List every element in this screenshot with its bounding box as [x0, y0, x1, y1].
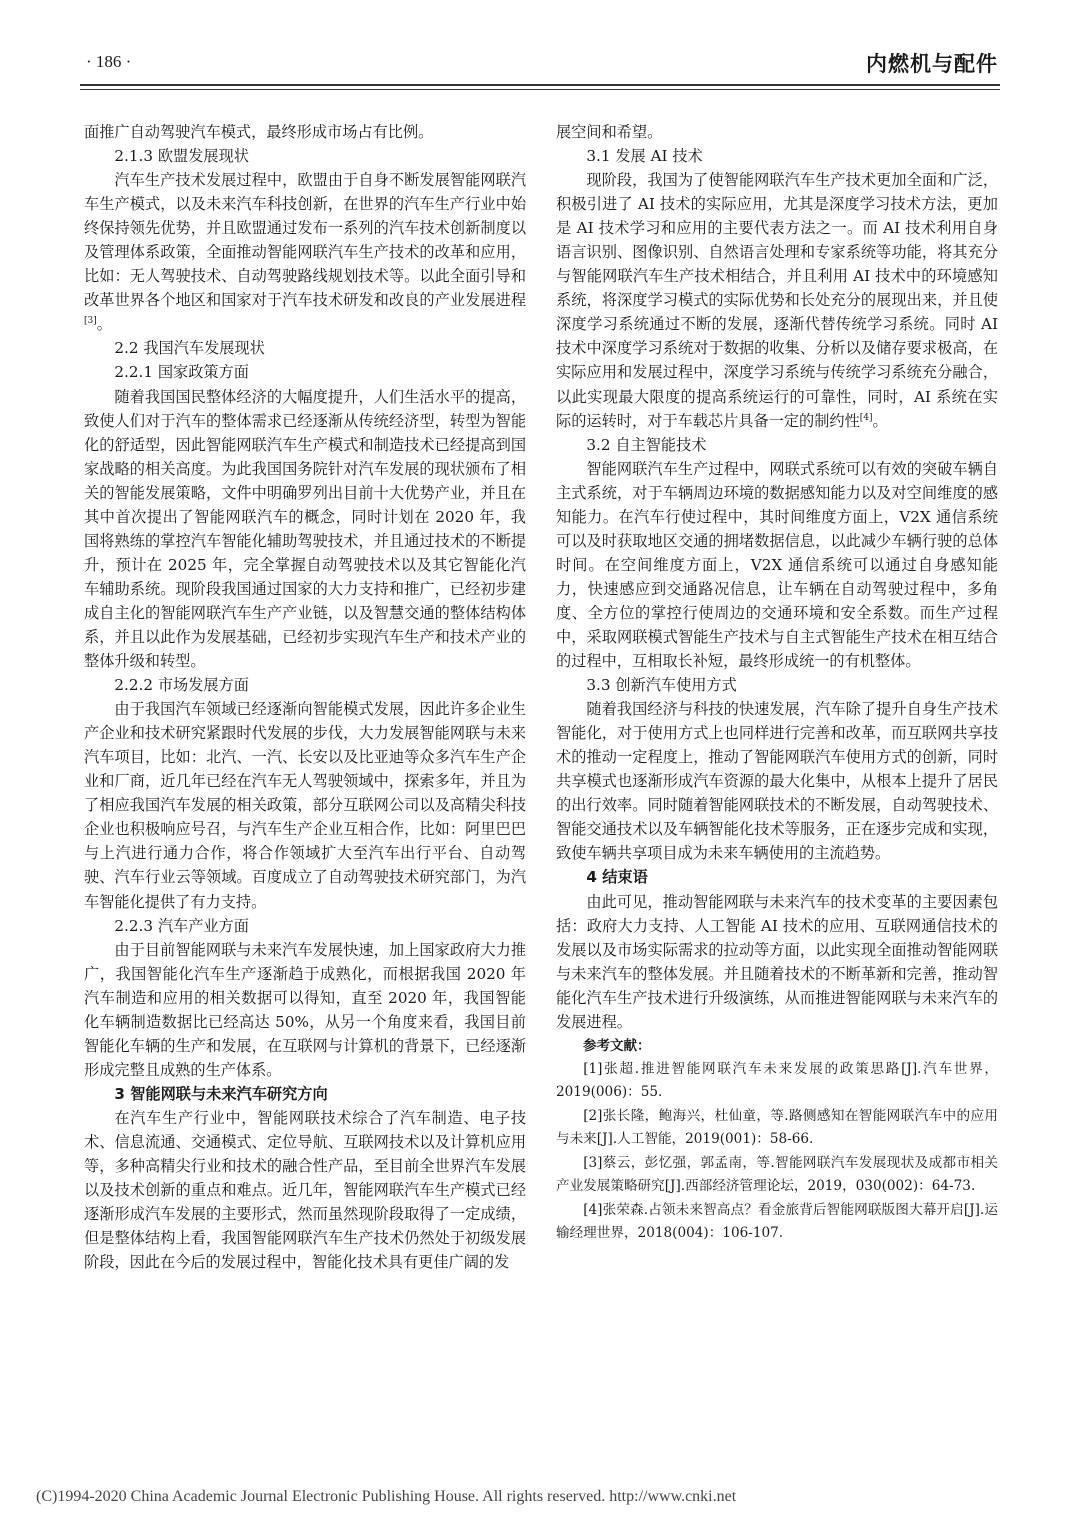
journal-name: 内燃机与配件	[866, 52, 998, 76]
paragraph: 智能网联汽车生产过程中，网联式系统可以有效的突破车辆自主式系统，对于车辆周边环境的数据感知能力以及对空间维度的感知能力。在汽车行使过程中，其时间维度方面上，V2X 通信系统可以及时获取地区交通的拥堵数据信息，以此减少车辆行驶的总体时间。在空间维度方面上，V2X 通信系统可以通过自身感知能力，快速感应到交通路况信息，让车辆在自动驾驶过程中，多角度、全方位的掌控行使周边的交通环境和安全系数。而生产过程中，采取网联模式智能生产技术与自主式智能生产技术在相互结合的过程中，互相取长补短，最终形成统一的有机整体。	[556, 459, 998, 671]
paragraph: 展空间和希望。	[556, 123, 663, 141]
paragraph: 随着我国国民整体经济的大幅度提升，人们生活水平的提高，致使人们对于汽车的整体需求已经逐渐从传统经济型，转型为智能化的舒适型，因此智能网联汽车生产模式和制造技术已经提高到国家战略的相关高度。为此我国国务院针对汽车发展的现状颁布了相关的智能发展策略，文件中明确罗列出目前十大优势产业，并且在其中首次提出了智能网联汽车的概念，同时计划在 2020 年，我国将熟练的掌控汽车智能化辅助驾驶技术，并且通过技术的不断提升，预计在 2025 年，完全掌握自动驾驶技术以及其它智能化汽车辅助系统。现阶段我国通过国家的大力支持和推广，已经初步建成自主化的智能网联汽车生产产业链，以及智慧交通的整体结构体系，并且以此作为发展基础，已经初步实现汽车生产和技术产业的整体升级和转型。	[84, 387, 526, 671]
section-heading-3-3: 3.3 创新汽车使用方式	[586, 676, 737, 695]
paragraph: 由于目前智能网联与未来汽车发展快速，加上国家政府大力推广，我国智能化汽车生产逐渐趋于成熟化，而根据我国 2020 年汽车制造和应用的相关数据可以得知，直至 2020 年，我国智能化车辆制造数据比已经高达 50%，从另一个角度来看，我国目前智能化车辆的生产和发展，在互联网与计算机的背景下，已经逐渐形成完整且成熟的生产体系。	[84, 940, 526, 1079]
section-heading-2-2: 2.2 我国汽车发展现状	[114, 339, 265, 358]
left-column	[84, 120, 526, 1274]
references-title: 参考文献：	[583, 1037, 651, 1054]
punctuation: 。	[872, 411, 888, 430]
section-heading-2-2-3: 2.2.3 汽车产业方面	[114, 916, 249, 935]
citation: [4]	[859, 412, 873, 423]
paragraph: 由此可见，推动智能网联与未来汽车的技术变革的主要因素包括：政府大力支持、人工智能 AI 技术的应用、互联网通信技术的发展以及市场实际需求的拉动等方面，以此实现全面推动智能网联与未来汽车的整体发展。并且随着技术的不断革新和完善，推动智能化汽车生产技术进行升级演练，从而推进智能网联与未来汽车的发展进程。	[556, 892, 998, 1031]
section-heading-4: 4 结束语	[586, 868, 648, 887]
reference-item: [2]张长隆，鲍海兴，杜仙童，等.路侧感知在智能网联汽车中的应用与未来[J].人工智能，2019(001)：58-66.	[556, 1107, 998, 1148]
header-rule-thick	[80, 84, 1000, 86]
citation: [3]	[84, 316, 97, 327]
section-heading-3: 3 智能网联与未来汽车研究方向	[114, 1084, 328, 1103]
paragraph	[556, 168, 998, 433]
right-column	[556, 120, 998, 1246]
section-heading-3-1: 3.1 发展 AI 技术	[586, 147, 703, 166]
section-heading-2-1-3: 2.1.3 欧盟发展现状	[114, 147, 249, 166]
section-heading-2-2-1: 2.2.1 国家政策方面	[114, 363, 249, 382]
page-number: · 186 ·	[86, 52, 132, 71]
reference-item: [4]张荣森.占领未来智高点？看金旅背后智能网联版图大幕开启[J].运输经理世界，2018(004)：106-107.	[556, 1201, 998, 1242]
paragraph: 由于我国汽车领域已经逐渐向智能模式发展，因此许多企业生产企业和技术研究紧跟时代发展的步伐，大力发展智能网联与未来汽车项目，比如：北汽、一汽、长安以及比亚迪等众多汽车生产企业和厂商，近几年已经在汽车无人驾驶领域中，探索多年，并且为了相应我国汽车发展的相关政策，部分互联网公司以及高精尖科技企业也积极响应号召，与汽车生产企业互相合作，比如：阿里巴巴与上汽进行通力合作，将合作领域扩大至汽车出行平台、自动驾驶、汽车行业云等领域。百度成立了自动驾驶技术研究部门，为汽车智能化提供了有力支持。	[84, 700, 526, 911]
punctuation: 。	[96, 315, 112, 334]
copyright-footer: (C)1994-2020 China Academic Journal Electronic Publishing House. All rights reserved. http://www.cnki.net	[36, 1488, 737, 1505]
header-rule-thin	[80, 89, 1000, 90]
section-heading-3-2: 3.2 自主智能技术	[586, 435, 707, 454]
reference-item: [1]张超.推进智能网联汽车未来发展的政策思路[J].汽车世界，2019(006)：55.	[556, 1060, 998, 1101]
paragraph: 在汽车生产行业中，智能网联技术综合了汽车制造、电子技术、信息流通、交通模式、定位导航、互联网技术以及计算机应用等，多种高精尖行业和技术的融合性产品，至目前全世界汽车发展以及技术创新的重点和难点。近几年，智能网联汽车生产模式已经逐渐形成汽车发展的主要形式，然而虽然现阶段取得了一定成绩，但是整体结构上看，我国智能网联汽车生产技术仍然处于初级发展阶段，因此在今后的发展过程中，智能化技术具有更佳广阔的发	[84, 1108, 526, 1272]
paragraph-text: 汽车生产技术发展过程中，欧盟由于自身不断发展智能网联汽车生产模式，以及未来汽车科技创新，在世界的汽车生产行业中始终保持领先优势，并且欧盟通过发布一系列的汽车技术创新制度以及管理体系政策，全面推动智能网联汽车生产技术的改革和应用，比如：无人驾驶技术、自动驾驶路线规划技术等。以此全面引导和改革世界各个地区和国家对于汽车技术研发和改良的产业发展进程	[84, 171, 526, 310]
paragraph	[84, 168, 526, 336]
paragraph: 面推广自动驾驶汽车模式，最终形成市场占有比例。	[84, 123, 434, 141]
paragraph: 随着我国经济与科技的快速发展，汽车除了提升自身生产技术智能化，对于使用方式上也同样进行完善和改革，而互联网共享技术的推动一定程度上，推动了智能网联汽车使用方式的创新，同时共享模式也逐渐形成汽车资源的最大化集中，从根本上提升了居民的出行效率。同时随着智能网联技术的不断发展，自动驾驶技术、智能交通技术以及车辆智能化技术等服务，正在逐步完成和实现，致使车辆共享项目成为未来车辆使用的主流趋势。	[556, 700, 998, 863]
paragraph-text: 现阶段，我国为了使智能网联汽车生产技术更加全面和广泛，积极引进了 AI 技术的实际应用，尤其是深度学习技术方法，更加是 AI 技术学习和应用的主要代表方法之一。而 AI 技术利用自身语言识别、图像识别、自然语言处理和专家系统等功能，将其充分与智能网联汽车生产技术相结合，并且利用 AI 技术中的环境感知系统，将深度学习模式的实际优势和长处充分的展现出来，并且使深度学习系统通过不断的发展，逐渐代替传统学习系统。同时 AI 技术中深度学习系统对于数据的收集、分析以及储存要求极高，在实际应用和发展过程中，深度学习系统与传统学习系统充分融合，以此实现最大限度的提高系统运行的可靠性，同时，AI 系统在实际的运转时，对于车载芯片具备一定的制约性	[556, 171, 998, 430]
reference-item: [3]蔡云，彭忆强，郭孟南，等.智能网联汽车发展现状及成都市相关产业发展策略研究[J].西部经济管理论坛，2019，030(002)：64-73.	[556, 1154, 998, 1195]
section-heading-2-2-2: 2.2.2 市场发展方面	[114, 676, 249, 695]
page-header	[80, 44, 1000, 80]
